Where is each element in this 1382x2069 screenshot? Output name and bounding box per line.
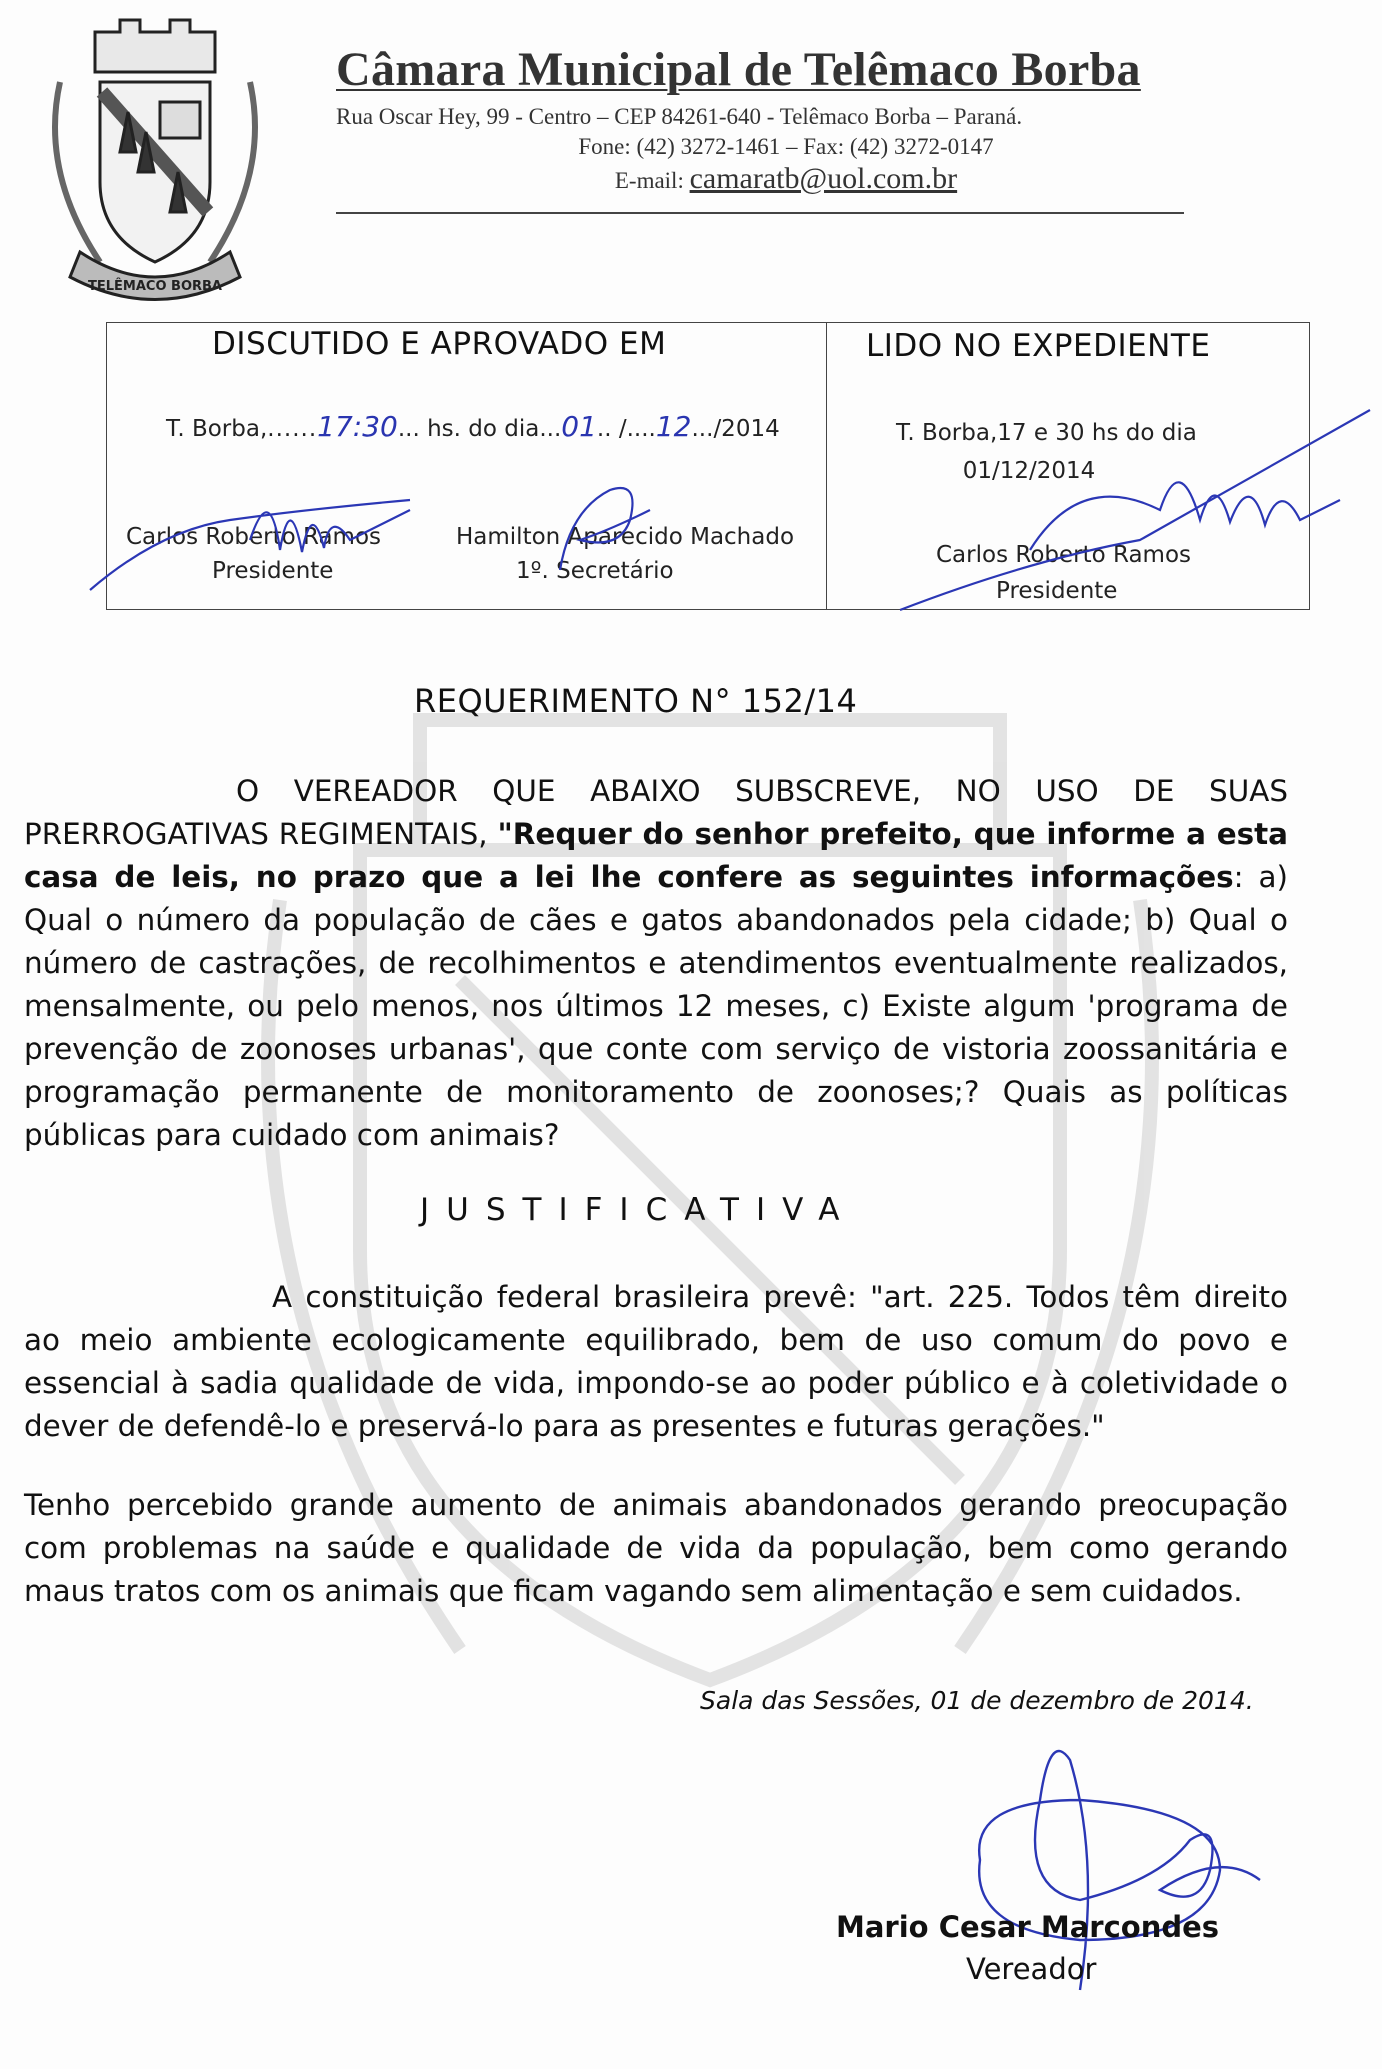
- request-title: REQUERIMENTO N° 152/14: [414, 682, 858, 720]
- read-date-line-2: 01/12/2014: [962, 458, 1096, 484]
- address-line: Rua Oscar Hey, 99 - Centro – CEP 84261-640 - Telêmaco Borba – Paraná.: [336, 104, 1023, 129]
- org-title: Câmara Municipal de Telêmaco Borba: [336, 43, 1141, 96]
- president-name: Carlos Roberto Ramos: [126, 524, 382, 550]
- request-bold-text: "Requer do senhor prefeito, que informe a esta casa de leis, no prazo que a lei lhe confere as seguintes informações: [24, 817, 1289, 894]
- closing-date: Sala das Sessões, 01 de dezembro de 2014.: [700, 1686, 1254, 1715]
- read-president-role: Presidente: [996, 578, 1118, 604]
- president-role: Presidente: [212, 558, 334, 584]
- email-link[interactable]: camaratb@uol.com.br: [689, 162, 958, 195]
- justification-paragraph: A constituição federal brasileira prevê: "art. 225. Todos têm direito ao meio ambiente ecologicamente equilibrado, bem de uso comum do povo e essencial à sadia qualidade de vida, impondo-se ao poder público e à coletividade o dever de defendê-lo e preservá-lo para as presentes e futuras gerações.": [24, 1280, 1288, 1443]
- read-in-session-heading: LIDO NO EXPEDIENTE: [866, 328, 1211, 364]
- year: /2014: [713, 416, 780, 442]
- signature-read-president: [880, 390, 1380, 620]
- concern-paragraph: Tenho percebido grande aumento de animais abandonados gerando preocupação com problemas na saúde e qualidade de vida da população, bem como gerando maus tratos com os animais que ficam vagando sem alimentação e sem cuidados.: [24, 1488, 1288, 1608]
- signature-president: [80, 440, 480, 610]
- request-lead: O VEREADOR QUE ABAIXO SUBSCREVE, NO USO DE SUAS PRERROGATIVAS REGIMENTAIS,: [24, 774, 1288, 851]
- municipal-crest-logo: [40, 12, 270, 312]
- phone-line: Fone: (42) 3272-1461 – Fax: (42) 3272-0147: [578, 134, 994, 159]
- crest-banner-text: TELÊMACO BORBA: [88, 279, 222, 294]
- secretary-name: Hamilton Aparecido Machado: [456, 524, 795, 550]
- handwritten-day: 01: [561, 410, 597, 443]
- request-questions: : a) Qual o número da população de cães e gatos abandonados pela cidade; b) Qual o número de castrações, de recolhimentos e atendimentos eventualmente realizados, mensalmente, ou pelo menos, nos últimos 12 meses, c) Existe algum 'programa de prevenção de zoonoses urbanas', que conte com serviço de vistoria zoossanitária e programação permanente de monitoramento de zoonoses;? Quais as políticas públicas para cuidado com animais?: [24, 860, 1288, 1152]
- handwritten-hour: 17:30: [317, 410, 398, 443]
- approval-box-divider: [826, 322, 827, 610]
- date-prefix: T. Borba,: [166, 416, 268, 442]
- email-label: E-mail:: [614, 168, 684, 193]
- hour-suffix: hs. do dia: [427, 416, 540, 442]
- handwritten-month: 12: [655, 410, 692, 443]
- read-president-name: Carlos Roberto Ramos: [936, 542, 1192, 568]
- header-divider: [336, 212, 1184, 214]
- approval-date-line: T. Borba,......17:30... hs. do dia...01.. /....12.../2014: [166, 410, 780, 443]
- secretary-role: 1º. Secretário: [516, 558, 674, 584]
- email-line: [336, 162, 1236, 196]
- request-paragraph: [24, 770, 1288, 1157]
- discussed-approved-heading: DISCUTIDO E APROVADO EM: [212, 326, 667, 362]
- read-date-line-1: T. Borba,17 e 30 hs do dia: [896, 420, 1197, 446]
- signature-secretary: [540, 470, 660, 580]
- justification-heading: JUSTIFICATIVA: [420, 1192, 857, 1228]
- signer-name: Mario Cesar Marcondes: [836, 1910, 1220, 1944]
- signer-role: Vereador: [966, 1952, 1097, 1986]
